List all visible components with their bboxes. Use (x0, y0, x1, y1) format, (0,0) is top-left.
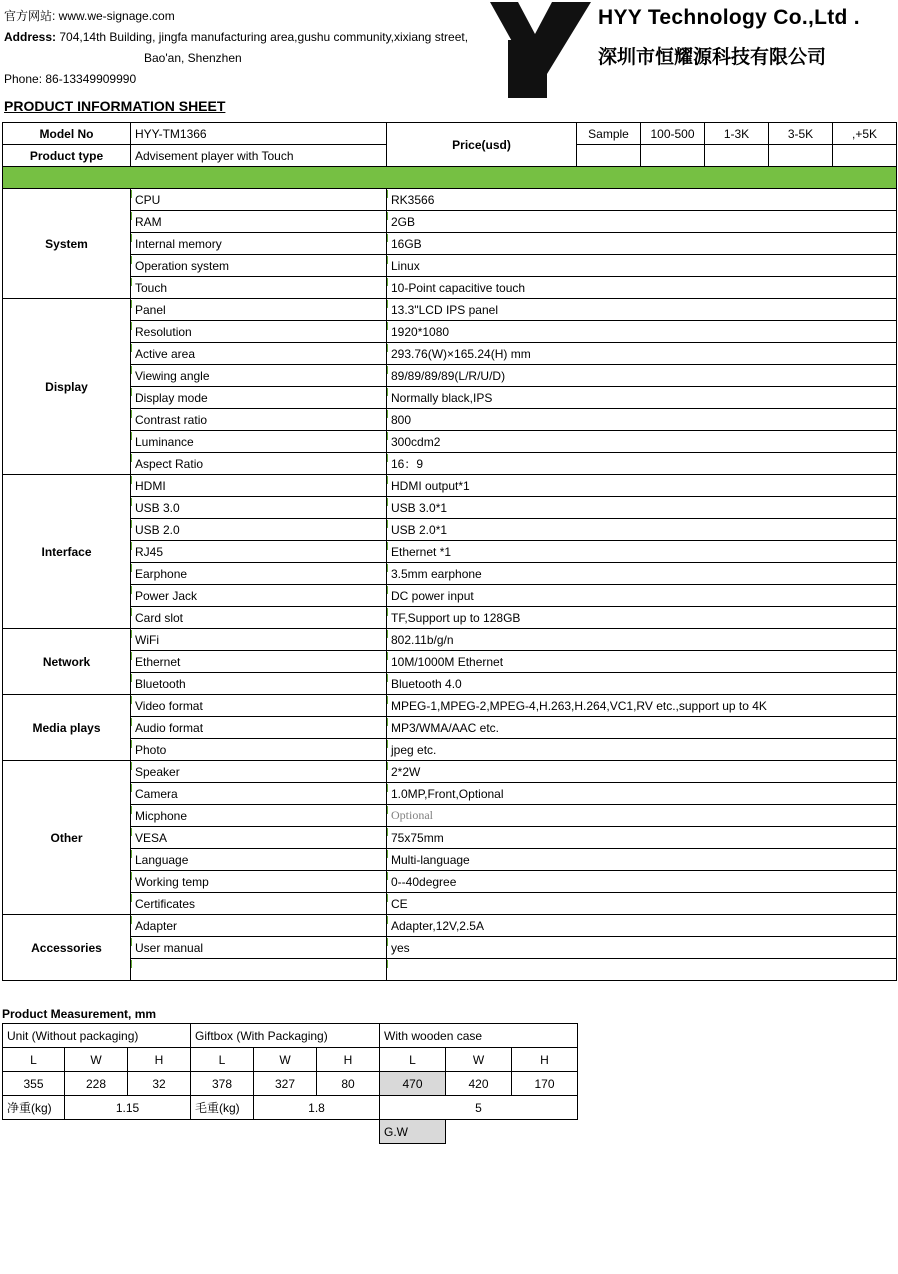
price-value-5k-plus (833, 145, 897, 167)
spec-item: Internal memory (131, 233, 387, 255)
spec-value: Optional (387, 805, 897, 827)
dim-case-w: 420 (446, 1072, 512, 1096)
table-row (3, 761, 897, 783)
spec-item: Power Jack (131, 585, 387, 607)
spec-value: yes (387, 937, 897, 959)
spec-item: Photo (131, 739, 387, 761)
table-row (3, 651, 897, 673)
price-tier-3-5k: 3-5K (769, 123, 833, 145)
spec-value: 802.11b/g/n (387, 629, 897, 651)
price-tier-100-500: 100-500 (641, 123, 705, 145)
table-row (3, 585, 897, 607)
dim-case-h: 170 (512, 1072, 578, 1096)
price-tier-sample: Sample (577, 123, 641, 145)
spec-value: Ethernet *1 (387, 541, 897, 563)
spec-value: Normally black,IPS (387, 387, 897, 409)
table-row (3, 387, 897, 409)
spec-item: RJ45 (131, 541, 387, 563)
spec-item: Adapter (131, 915, 387, 937)
spec-item (131, 959, 387, 981)
gross-weight-value: 1.8 (254, 1096, 380, 1120)
gw-blank-1 (446, 1120, 512, 1144)
price-tier-5k-plus: ,+5K (833, 123, 897, 145)
spec-value: Adapter,12V,2.5A (387, 915, 897, 937)
price-value-sample (577, 145, 641, 167)
dim-header-giftbox-l: L (191, 1048, 254, 1072)
table-row (3, 497, 897, 519)
dim-header-unit-l: L (3, 1048, 65, 1072)
table-row (3, 849, 897, 871)
measurement-title: Product Measurement, mm (2, 1007, 157, 1021)
table-row (3, 541, 897, 563)
measurement-dim-header-row (3, 1048, 578, 1072)
spec-item: USB 2.0 (131, 519, 387, 541)
table-row (3, 299, 897, 321)
table-row (3, 453, 897, 475)
specification-table (2, 122, 897, 981)
table-row (3, 211, 897, 233)
spec-item: RAM (131, 211, 387, 233)
dim-giftbox-h: 80 (317, 1072, 380, 1096)
specification-body (3, 189, 897, 981)
gw-blank-2 (512, 1120, 578, 1144)
section-label: Accessories (3, 915, 131, 981)
spec-item: Luminance (131, 431, 387, 453)
case-weight-value: 5 (380, 1096, 578, 1120)
dim-header-giftbox-w: W (254, 1048, 317, 1072)
spec-item: Display mode (131, 387, 387, 409)
spec-value: 75x75mm (387, 827, 897, 849)
spec-value: 89/89/89/89(L/R/U/D) (387, 365, 897, 387)
dim-case-l: 470 (380, 1072, 446, 1096)
section-label: Interface (3, 475, 131, 629)
net-weight-value: 1.15 (65, 1096, 191, 1120)
gw-spacer (3, 1120, 380, 1144)
price-value-100-500 (641, 145, 705, 167)
spec-value: RK3566 (387, 189, 897, 211)
page-title: PRODUCT INFORMATION SHEET (4, 98, 226, 114)
spec-value: 16GB (387, 233, 897, 255)
spec-value: MP3/WMA/AAC etc. (387, 717, 897, 739)
spec-item: Working temp (131, 871, 387, 893)
spec-item: Earphone (131, 563, 387, 585)
spec-value: USB 2.0*1 (387, 519, 897, 541)
table-row (3, 871, 897, 893)
spec-item: Touch (131, 277, 387, 299)
table-row (3, 365, 897, 387)
table-row (3, 805, 897, 827)
phone-line: Phone: 86-13349909990 (4, 72, 137, 86)
table-row (3, 629, 897, 651)
spec-item: Camera (131, 783, 387, 805)
measurement-weight-row (3, 1096, 578, 1120)
table-row (3, 255, 897, 277)
spec-value: 10M/1000M Ethernet (387, 651, 897, 673)
section-label: Other (3, 761, 131, 915)
price-value-1-3k (705, 145, 769, 167)
spec-value: 16：9 (387, 453, 897, 475)
dim-unit-h: 32 (128, 1072, 191, 1096)
spec-item: Certificates (131, 893, 387, 915)
spec-item: CPU (131, 189, 387, 211)
spec-value: Bluetooth 4.0 (387, 673, 897, 695)
spec-value (387, 959, 897, 981)
model-value: HYY-TM1366 (131, 123, 387, 145)
dim-header-case-l: L (380, 1048, 446, 1072)
dim-header-giftbox-h: H (317, 1048, 380, 1072)
table-row (3, 673, 897, 695)
table-row (3, 189, 897, 211)
table-row-model (3, 123, 897, 145)
spec-item: Card slot (131, 607, 387, 629)
spec-item: Viewing angle (131, 365, 387, 387)
spec-item: Language (131, 849, 387, 871)
spec-item: Speaker (131, 761, 387, 783)
address-text-1: 704,14th Building, jingfa manufacturing area,gushu community,xixiang street, (59, 30, 469, 44)
table-row (3, 717, 897, 739)
spec-value: 1920*1080 (387, 321, 897, 343)
gross-weight-label: 毛重(kg) (191, 1096, 254, 1120)
group-header-unit: Unit (Without packaging) (3, 1024, 191, 1048)
table-row (3, 233, 897, 255)
spec-item: USB 3.0 (131, 497, 387, 519)
measurement-dims-row (3, 1072, 578, 1096)
table-row (3, 563, 897, 585)
table-row (3, 431, 897, 453)
price-label: Price(usd) (387, 123, 577, 167)
section-label: Network (3, 629, 131, 695)
table-row (3, 915, 897, 937)
spec-item: Active area (131, 343, 387, 365)
spec-item: Micphone (131, 805, 387, 827)
spec-value: TF,Support up to 128GB (387, 607, 897, 629)
table-row (3, 959, 897, 981)
spec-value: Multi-language (387, 849, 897, 871)
spec-item: WiFi (131, 629, 387, 651)
spec-value: jpeg etc. (387, 739, 897, 761)
price-value-3-5k (769, 145, 833, 167)
spec-item: Panel (131, 299, 387, 321)
spec-item: Contrast ratio (131, 409, 387, 431)
measurement-table (2, 1023, 578, 1144)
spec-value: 1.0MP,Front,Optional (387, 783, 897, 805)
spec-value: DC power input (387, 585, 897, 607)
spec-value: 13.3"LCD IPS panel (387, 299, 897, 321)
group-header-giftbox: Giftbox (With Packaging) (191, 1024, 380, 1048)
dim-header-unit-h: H (128, 1048, 191, 1072)
dim-giftbox-l: 378 (191, 1072, 254, 1096)
spec-item: Audio format (131, 717, 387, 739)
table-row (3, 519, 897, 541)
spec-value: HDMI output*1 (387, 475, 897, 497)
document-header (0, 0, 898, 122)
section-label: Display (3, 299, 131, 475)
hyy-logo-icon (488, 0, 593, 100)
spec-item: Operation system (131, 255, 387, 277)
spec-value: 10-Point capacitive touch (387, 277, 897, 299)
spec-value: 3.5mm earphone (387, 563, 897, 585)
table-row (3, 409, 897, 431)
spec-value: Linux (387, 255, 897, 277)
address-line-2: Bao'an, Shenzhen (144, 51, 242, 65)
measurement-group-header-row (3, 1024, 578, 1048)
table-row (3, 475, 897, 497)
table-row (3, 827, 897, 849)
section-label: System (3, 189, 131, 299)
website-line: 官方网站: www.we-signage.com (4, 9, 175, 23)
table-row (3, 343, 897, 365)
measurement-gw-row (3, 1120, 578, 1144)
table-row (3, 695, 897, 717)
net-weight-label: 净重(kg) (3, 1096, 65, 1120)
gw-label: G.W (380, 1120, 446, 1144)
spec-item: Aspect Ratio (131, 453, 387, 475)
table-row (3, 277, 897, 299)
dim-header-case-h: H (512, 1048, 578, 1072)
spec-item: VESA (131, 827, 387, 849)
spec-item: Ethernet (131, 651, 387, 673)
spec-item: HDMI (131, 475, 387, 497)
product-type-value: Advisement player with Touch (131, 145, 387, 167)
spec-value: CE (387, 893, 897, 915)
table-row (3, 607, 897, 629)
spec-item: Bluetooth (131, 673, 387, 695)
spec-value: 293.76(W)×165.24(H) mm (387, 343, 897, 365)
dim-giftbox-w: 327 (254, 1072, 317, 1096)
company-logo-block (468, 0, 888, 105)
spec-item: User manual (131, 937, 387, 959)
model-label: Model No (3, 123, 131, 145)
group-header-wooden-case: With wooden case (380, 1024, 578, 1048)
table-row (3, 321, 897, 343)
spec-item: Video format (131, 695, 387, 717)
table-row (3, 739, 897, 761)
spec-value: 2*2W (387, 761, 897, 783)
table-row (3, 937, 897, 959)
spec-value: 0--40degree (387, 871, 897, 893)
price-tier-1-3k: 1-3K (705, 123, 769, 145)
company-name-en: HYY Technology Co.,Ltd . (598, 6, 860, 29)
dim-unit-w: 228 (65, 1072, 128, 1096)
spec-value: 800 (387, 409, 897, 431)
address-label: Address: (4, 30, 57, 44)
table-row-divider (3, 167, 897, 189)
table-row (3, 783, 897, 805)
table-row (3, 893, 897, 915)
company-name-cn: 深圳市恒耀源科技有限公司 (598, 47, 827, 68)
dim-header-case-w: W (446, 1048, 512, 1072)
dim-unit-l: 355 (3, 1072, 65, 1096)
spec-value: MPEG-1,MPEG-2,MPEG-4,H.263,H.264,VC1,RV etc.,support up to 4K (387, 695, 897, 717)
spec-value: USB 3.0*1 (387, 497, 897, 519)
spec-value: 300cdm2 (387, 431, 897, 453)
green-divider (3, 167, 897, 189)
spec-value: 2GB (387, 211, 897, 233)
product-type-label: Product type (3, 145, 131, 167)
dim-header-unit-w: W (65, 1048, 128, 1072)
section-label: Media plays (3, 695, 131, 761)
spec-item: Resolution (131, 321, 387, 343)
